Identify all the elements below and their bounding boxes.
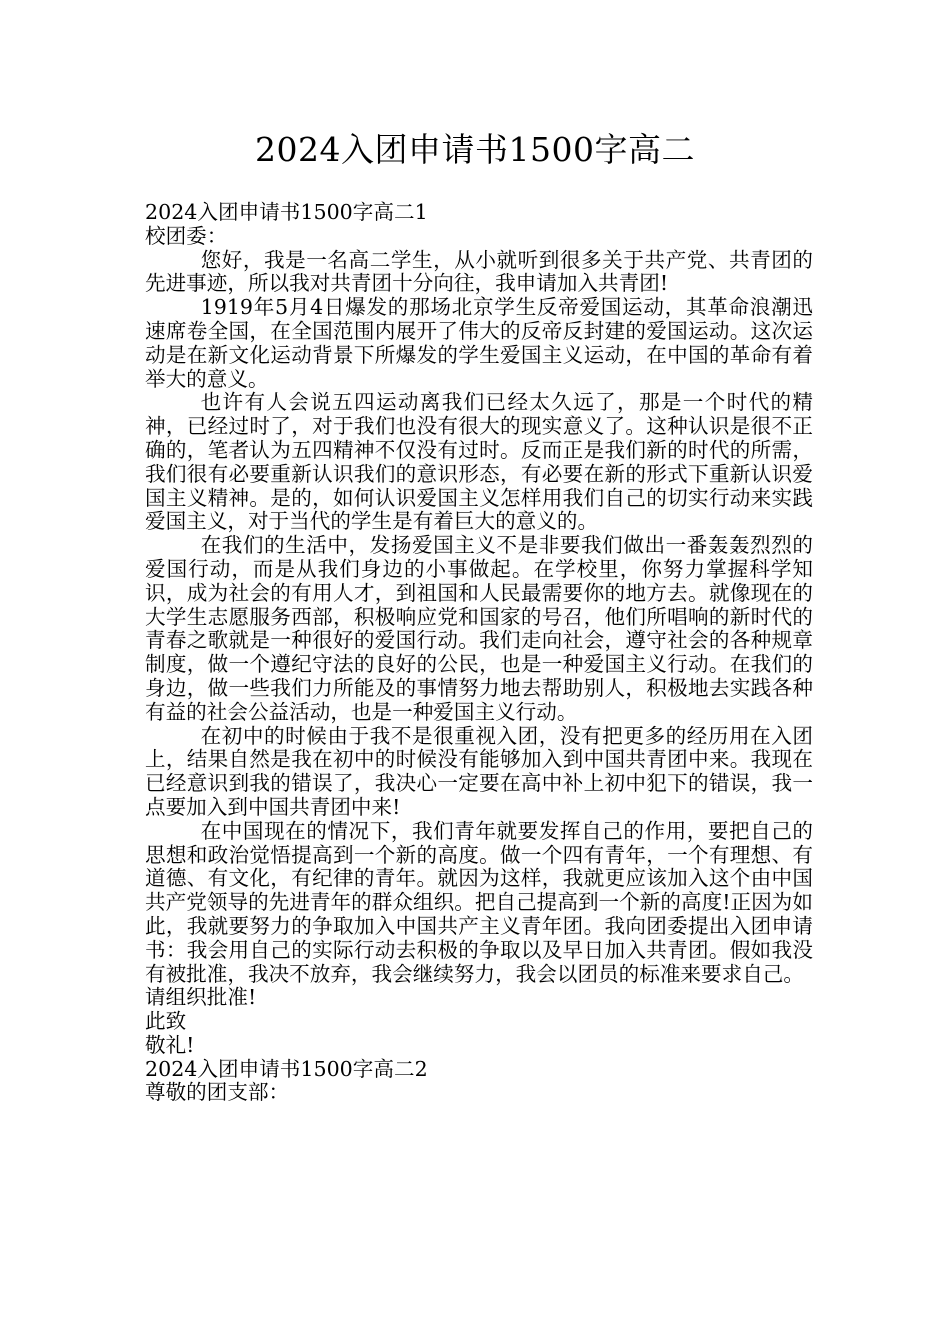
section-heading: 2024入团申请书1500字高二2 [145,1056,428,1081]
document-body [145,201,813,1105]
paragraph: 在中国现在的情况下，我们青年就要发挥自己的作用，要把自己的思想和政治觉悟提高到一个新的高度。做一个四有青年，一个有理想、有道德、有文化，有纪律的青年。就因为这样，我就更应该加入这个由中国共产党领导的先进青年的群众组织。把自己提高到一个新的高度!正因为如此，我就要努力的争取加入中国共产主义青年团。我向团委提出入团申请书：我会用自己的实际行动去积极的争取以及早日加入共青团。假如我没有被批准，我决不放弃，我会继续努力，我会以团员的标准来要求自己。 [145,818,813,986]
salutation: 校团委： [145,223,228,248]
closing-request: 请组织批准! [145,985,257,1010]
paragraph: 您好，我是一名高二学生，从小就听到很多关于共产党、共青团的先进事迹，所以我对共青团十分向往，我申请加入共青团! [145,247,813,296]
paragraph: 在初中的时候由于我不是很重视入团，没有把更多的经历用在入团上，结果自然是我在初中的时候没有能够加入到中国共青团中来。我现在已经意识到我的错误了，我决心一定要在高中补上初中犯下的错误，我一点要加入到中国共青团中来! [145,723,813,819]
paragraph: 在我们的生活中，发扬爱国主义不是非要我们做出一番轰轰烈烈的爱国行动，而是从我们身边的小事做起。在学校里，你努力掌握科学知识，成为社会的有用人才，到祖国和人民最需要你的地方去。就像现在的大学生志愿服务西部，积极响应党和国家的号召，他们所唱响的新时代的青春之歌就是一种很好的爱国行动。我们走向社会，遵守社会的各种规章制度，做一个遵纪守法的良好的公民，也是一种爱国主义行动。在我们的身边，做一些我们力所能及的事情努力地去帮助别人，积极地去实践各种有益的社会公益活动，也是一种爱国主义行动。 [145,533,813,724]
closing-line: 敬礼! [145,1032,195,1057]
paragraph: 1919年5月4日爆发的那场北京学生反帝爱国运动，其革命浪潮迅速席卷全国，在全国范围内展开了伟大的反帝反封建的爱国运动。这次运动是在新文化运动背景下所爆发的学生爱国主义运动，在中国的革命有着举大的意义。 [145,295,813,391]
section-heading: 2024入团申请书1500字高二1 [145,200,428,224]
closing-line: 此致 [145,1009,187,1034]
document-title: 2024入团申请书1500字高二 [255,130,695,169]
paragraph: 也许有人会说五四运动离我们已经太久远了，那是一个时代的精神，已经过时了，对于我们也没有很大的现实意义了。这种认识是很不正确的，笔者认为五四精神不仅没有过时。反而正是我们新的时代的所需，我们很有必要重新认识我们的意识形态，有必要在新的形式下重新认识爱国主义精神。是的，如何认识爱国主义怎样用我们自己的切实行动来实践爱国主义，对于当代的学生是有着巨大的意义的。 [145,390,813,534]
salutation: 尊敬的团支部： [145,1080,290,1105]
